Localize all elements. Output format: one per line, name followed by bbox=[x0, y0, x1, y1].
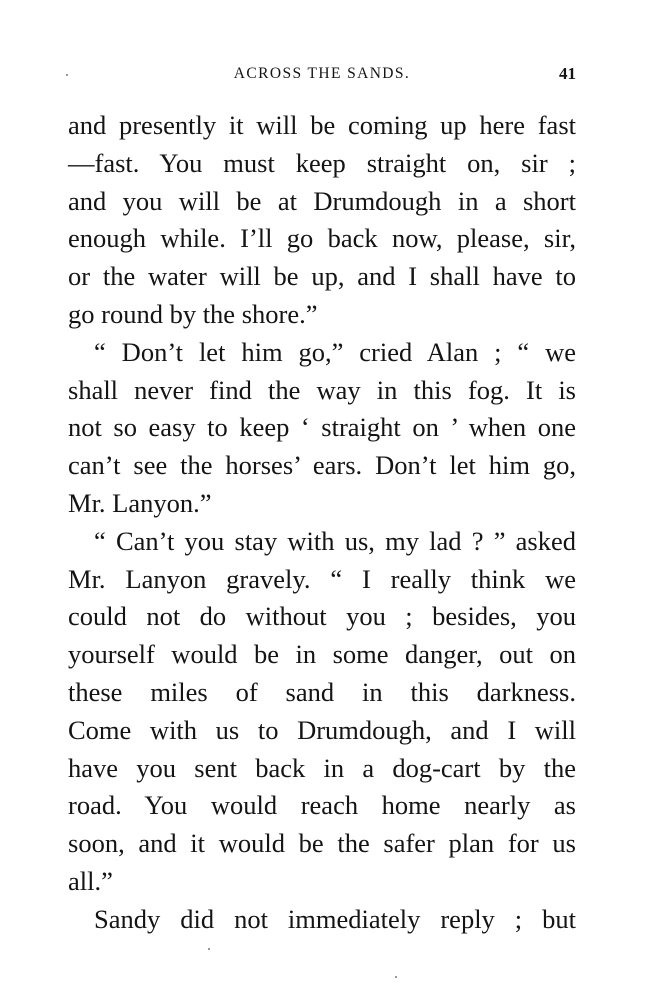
body-text bbox=[68, 107, 576, 939]
print-speck bbox=[395, 976, 397, 978]
text-line: yourself would be in some danger, out on bbox=[68, 639, 576, 670]
text-line: not so easy to keep ‘ straight on ’ when one bbox=[68, 412, 576, 443]
print-speck bbox=[208, 948, 210, 950]
text-line: can’t see the horses’ ears. Don’t let him go, bbox=[68, 450, 576, 481]
text-line: shall never find the way in this fog. It is bbox=[68, 374, 576, 405]
running-title: ACROSS THE SANDS. bbox=[233, 65, 411, 82]
print-speck bbox=[66, 74, 68, 76]
text-line: could not do without you ; besides, you bbox=[68, 601, 576, 632]
text-line: enough while. I’ll go back now, please, sir, bbox=[68, 223, 576, 254]
text-line: —fast. You must keep straight on, sir ; bbox=[68, 147, 576, 178]
text-line: and you will be at Drumdough in a short bbox=[68, 185, 576, 216]
text-line: go round by the shore.” bbox=[68, 298, 318, 329]
text-line: Mr. Lanyon gravely. “ I really think we bbox=[68, 563, 576, 594]
running-head bbox=[68, 62, 576, 86]
text-line: have you sent back in a dog-cart by the bbox=[68, 752, 576, 783]
text-line: Sandy did not immediately reply ; but bbox=[94, 903, 576, 934]
page-number: 41 bbox=[559, 64, 576, 83]
text-line: road. You would reach home nearly as bbox=[68, 790, 576, 821]
text-line: soon, and it would be the safer plan for us bbox=[68, 828, 576, 859]
text-line: and presently it will be coming up here fast bbox=[68, 110, 576, 140]
text-line: all.” bbox=[68, 865, 113, 896]
text-line: or the water will be up, and I shall have to bbox=[68, 261, 576, 292]
text-line: “ Can’t you stay with us, my lad ? ” asked bbox=[94, 525, 576, 556]
text-line: Come with us to Drumdough, and I will bbox=[68, 714, 576, 745]
text-line: these miles of sand in this darkness. bbox=[68, 676, 576, 707]
text-line: Mr. Lanyon.” bbox=[68, 487, 212, 518]
text-line: “ Don’t let him go,” cried Alan ; “ we bbox=[94, 336, 576, 367]
